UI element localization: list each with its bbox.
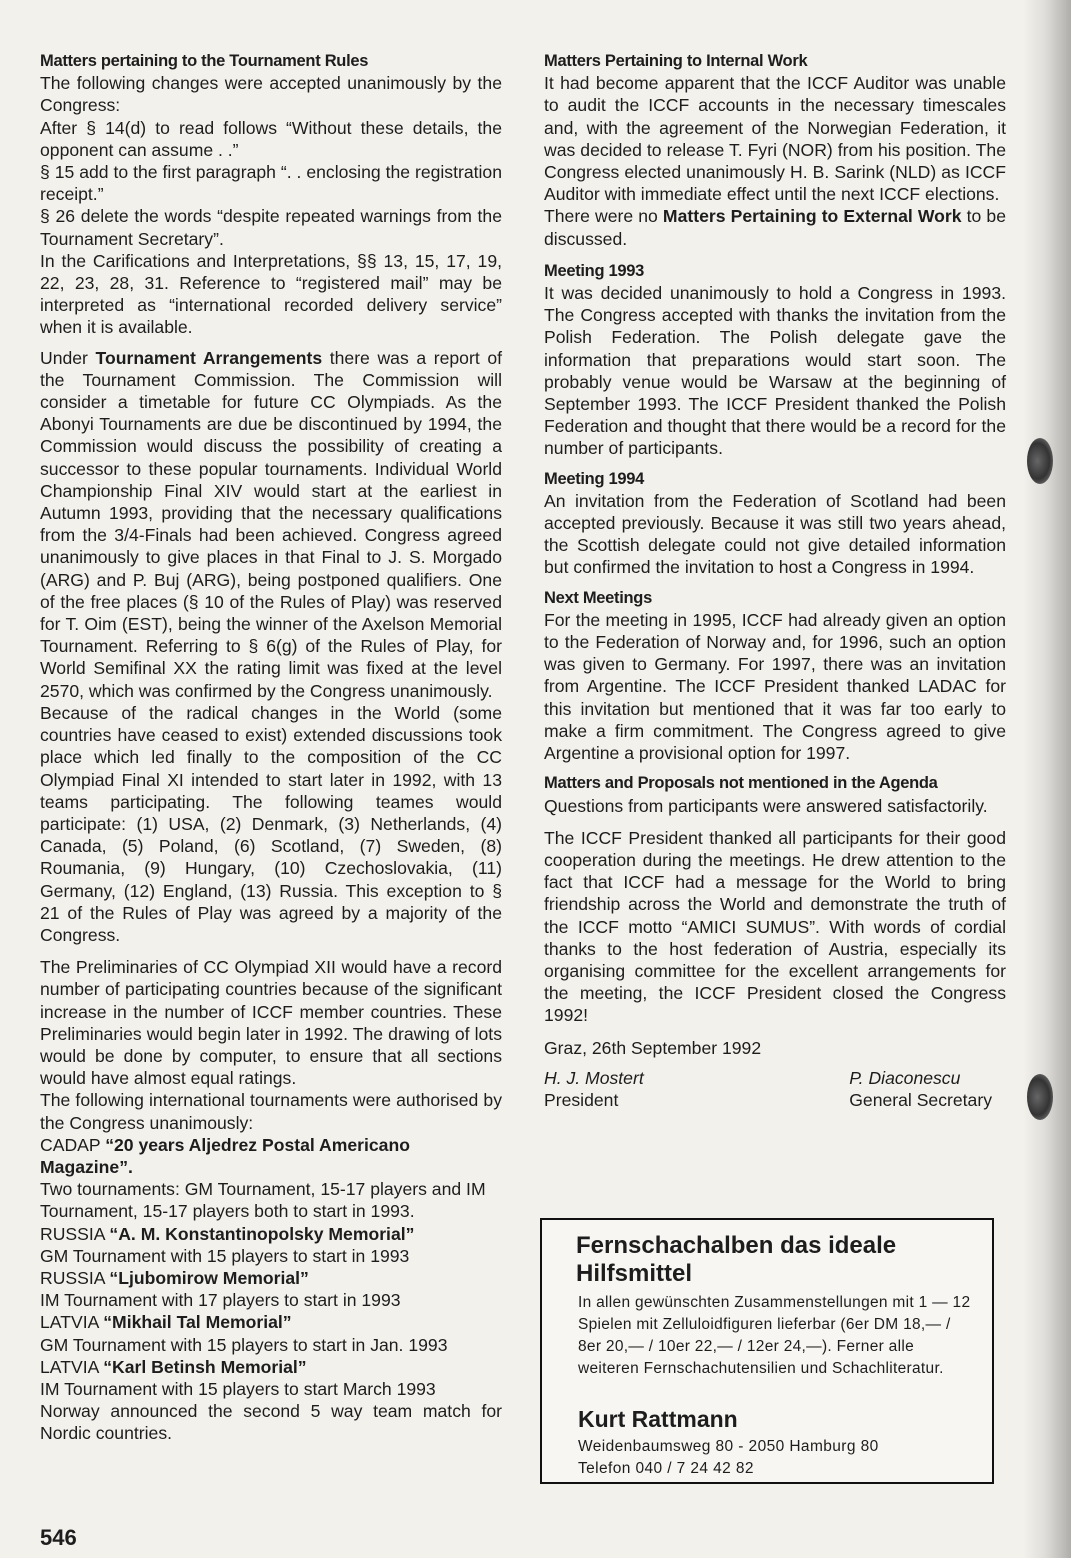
paragraph: It had become apparent that the ICCF Auditor was unable to audit the ICCF accounts in the necessary timescales and, with the agreement of the Norwegian Federation, it was decided to release T. Fyri (NOR) from his position. The Congress elected unanimously H. B. Sarink (NLD) as ICCF Auditor with immediate effect until the next ICCF elections. — [544, 73, 1006, 205]
tournament-name: “A. M. Konstantinopolsky Memorial” — [109, 1223, 415, 1244]
paragraph: An invitation from the Federation of Scotland had been accepted previously. Because it was still two years ahead, the Scottish delegate could not give detailed information but confirmed the invitation to host a Congress in 1994. — [544, 490, 1006, 578]
tournament-name: “Mikhail Tal Memorial” — [103, 1312, 292, 1333]
section-heading: Next Meetings — [544, 588, 652, 607]
paragraph: The following changes were accepted unanimously by the Congress: — [40, 73, 502, 116]
right-column — [544, 50, 1006, 1111]
ad-street: Weidenbaumsweg 80 - 2050 Hamburg 80 — [578, 1438, 879, 1455]
text: LATVIA — [40, 1312, 104, 1333]
paragraph: In the Carifications and Interpretations, §§ 13, 15, 17, 19, 22, 23, 28, 31. Reference to “registered mail” may be interpreted as “international recorded delivery service” when it is available. — [40, 250, 502, 338]
tournament-entry — [40, 1267, 502, 1289]
signatory-role: General Secretary — [849, 1089, 992, 1110]
text: There were no — [544, 206, 663, 227]
tournament-name: “Karl Betinsh Memorial” — [103, 1356, 307, 1377]
section-heading: Matters Pertaining to Internal Work — [544, 52, 808, 70]
section-heading: Matters and Proposals not mentioned in the Agenda — [544, 774, 938, 793]
paragraph: Because of the radical changes in the World (some countries have ceased to exist) extended discussions took place which led finally to the composition of the CC Olympiad Final XI intended to start later in 1992, with 13 teams participating. The following teames would participate: (1) USA, (2) Denmark, (3) Netherlands, (4) Canada, (5) Poland, (6) Scotland, (7) Sweden, (8) Roumania, (9) Hungary, (10) Czechoslovakia, (11) Germany, (12) England, (13) Russia. This exception to § 21 of the Rules of Play was agreed by a majority of the Congress. — [40, 702, 502, 945]
tournament-detail: IM Tournament with 17 players to start in 1993 — [40, 1290, 401, 1311]
signatory-role: President — [544, 1089, 619, 1110]
binding-hole — [1027, 1074, 1053, 1120]
paragraph: The following international tournaments were authorised by the Congress unanimously: — [40, 1090, 502, 1133]
paragraph: For the meeting in 1995, ICCF had already given an option to the Federation of Norway and, for 1996, such an option was given to Germany. For 1997, there was an invitation from Argentine. The ICCF President thanked LADAC for this invitation but mentioned that it was far too early to make a firm commitment. The Congress agreed to give Argentine a provisional option for 1997. — [544, 609, 1006, 764]
paragraph: § 26 delete the words “despite repeated warnings from the Tournament Secretary”. — [40, 206, 502, 249]
place-date: Graz, 26th September 1992 — [544, 1037, 762, 1058]
inline-heading: Tournament Arrangements — [95, 347, 323, 368]
signatory-name: H. J. Mostert — [544, 1067, 644, 1088]
text: LATVIA — [40, 1356, 104, 1377]
tournament-detail: Two tournaments: GM Tournament, 15-17 players and IM Tournament, 15-17 players both to start in 1993. — [40, 1179, 486, 1222]
page-number: 546 — [40, 1525, 77, 1550]
section-heading: Matters pertaining to the Tournament Rules — [40, 52, 369, 70]
text: CADAP — [40, 1134, 106, 1155]
paragraph: Norway announced the second 5 way team match for Nordic countries. — [40, 1401, 502, 1444]
inline-heading: Matters Pertaining to External Work — [662, 206, 962, 227]
ad-title: Fernschachalben das ideale Hilfsmittel — [576, 1232, 897, 1287]
text: there was a report of the Tournament Commission. The Commission will consider a timetable for future CC Olympiads. As the Abonyi Tournaments are due be discontinued by 1994, the Commission would discuss the possibility of creating a successor to these popular tournaments. Individual World Championship Final XIV would start at the earliest in Autumn 1993, providing that the necessary qualifications from the 3/4-Finals had been achieved. Congress agreed unanimously to give places in that Final to J. S. Morgado (ARG) and P. Buj (ARG), being postponed qualifiers. One of the free places (§ 10 of the Rules of Play) was reserved for T. Oim (EST), being the winner of the Axelson Memorial Tournament. Referring to § 6(g) of the Rules of Play, for World Semifinal XX the rating limit was fixed at the level 2570, which was confirmed by the Congress unanimously. — [40, 347, 502, 701]
tournament-detail: GM Tournament with 15 players to start in Jan. 1993 — [40, 1334, 448, 1355]
text: RUSSIA — [40, 1267, 110, 1288]
paragraph: The ICCF President thanked all participants for their good cooperation during the meetings. He drew attention to the fact that ICCF had a message for the World to bring friendship across the World and demonstrate the truth of the ICCF motto “AMICI SUMUS”. With words of cordial thanks to the host federation of Austria, especially its organising committee for the excellent arrangements for the meeting, the ICCF President closed the Congress 1992! — [544, 827, 1006, 1026]
tournament-detail: IM Tournament with 15 players to start March 1993 — [40, 1378, 436, 1399]
text: RUSSIA — [40, 1223, 110, 1244]
ad-address — [578, 1436, 879, 1480]
ad-company-name: Kurt Rattmann — [578, 1406, 738, 1432]
signatory-name: P. Diaconescu — [849, 1067, 961, 1088]
section-heading: Meeting 1994 — [544, 469, 645, 488]
text: Under — [40, 347, 96, 368]
signature-president — [544, 1067, 644, 1111]
tournament-entry — [40, 1311, 502, 1333]
text: to be discussed. — [544, 206, 1006, 249]
tournament-entry — [40, 1134, 502, 1178]
paragraph: After § 14(d) to read follows “Without these details, the opponent can assume . .” — [40, 117, 502, 160]
ad-phone: Telefon 040 / 7 24 42 82 — [578, 1460, 754, 1477]
tournament-entry — [40, 1223, 502, 1245]
tournament-entry — [40, 1356, 502, 1378]
signatures — [544, 1067, 1006, 1111]
paragraph — [40, 347, 502, 702]
left-column — [40, 50, 502, 1445]
advertisement-box — [540, 1218, 994, 1484]
paragraph — [544, 205, 1006, 249]
section-heading: Meeting 1993 — [544, 261, 645, 280]
paragraph: The Preliminaries of CC Olympiad XII would have a record number of participating countries because of the significant increase in the number of ICCF member countries. These Preliminaries would begin later in 1992. The drawing of lots would be done by computer, to ensure that all sections would have almost equal ratings. — [40, 957, 502, 1089]
tournament-detail: GM Tournament with 15 players to start in 1993 — [40, 1245, 410, 1266]
tournament-name: “20 years Aljedrez Postal Americano Magazine”. — [40, 1134, 410, 1177]
tournament-name: “Ljubomirow Memorial” — [109, 1267, 309, 1288]
signature-secretary — [849, 1067, 992, 1111]
binding-hole — [1027, 438, 1053, 484]
page-edge-shadow — [1023, 0, 1071, 1558]
paragraph: Questions from participants were answered satisfactorily. — [544, 795, 988, 816]
ad-text: In allen gewünschten Zusammenstellungen mit 1 — 12 Spielen mit Zelluloidfiguren lieferbar (6er DM 18,— / 8er 20,— / 10er 22,— / 12er 24,—). Ferner alle weiteren Fernschachutensilien und Schachliteratur. — [578, 1294, 971, 1377]
paragraph: § 15 add to the first paragraph “. . enclosing the registration receipt.” — [40, 162, 502, 205]
paragraph: It was decided unanimously to hold a Congress in 1993. The Congress accepted with thanks the invitation from the Polish Federation. The Polish delegate gave the information that preparations would start soon. The probably venue would be Warsaw at the beginning of September 1993. The ICCF President thanked the Polish Federation and thought that there would be a record for the number of participants. — [544, 283, 1006, 459]
